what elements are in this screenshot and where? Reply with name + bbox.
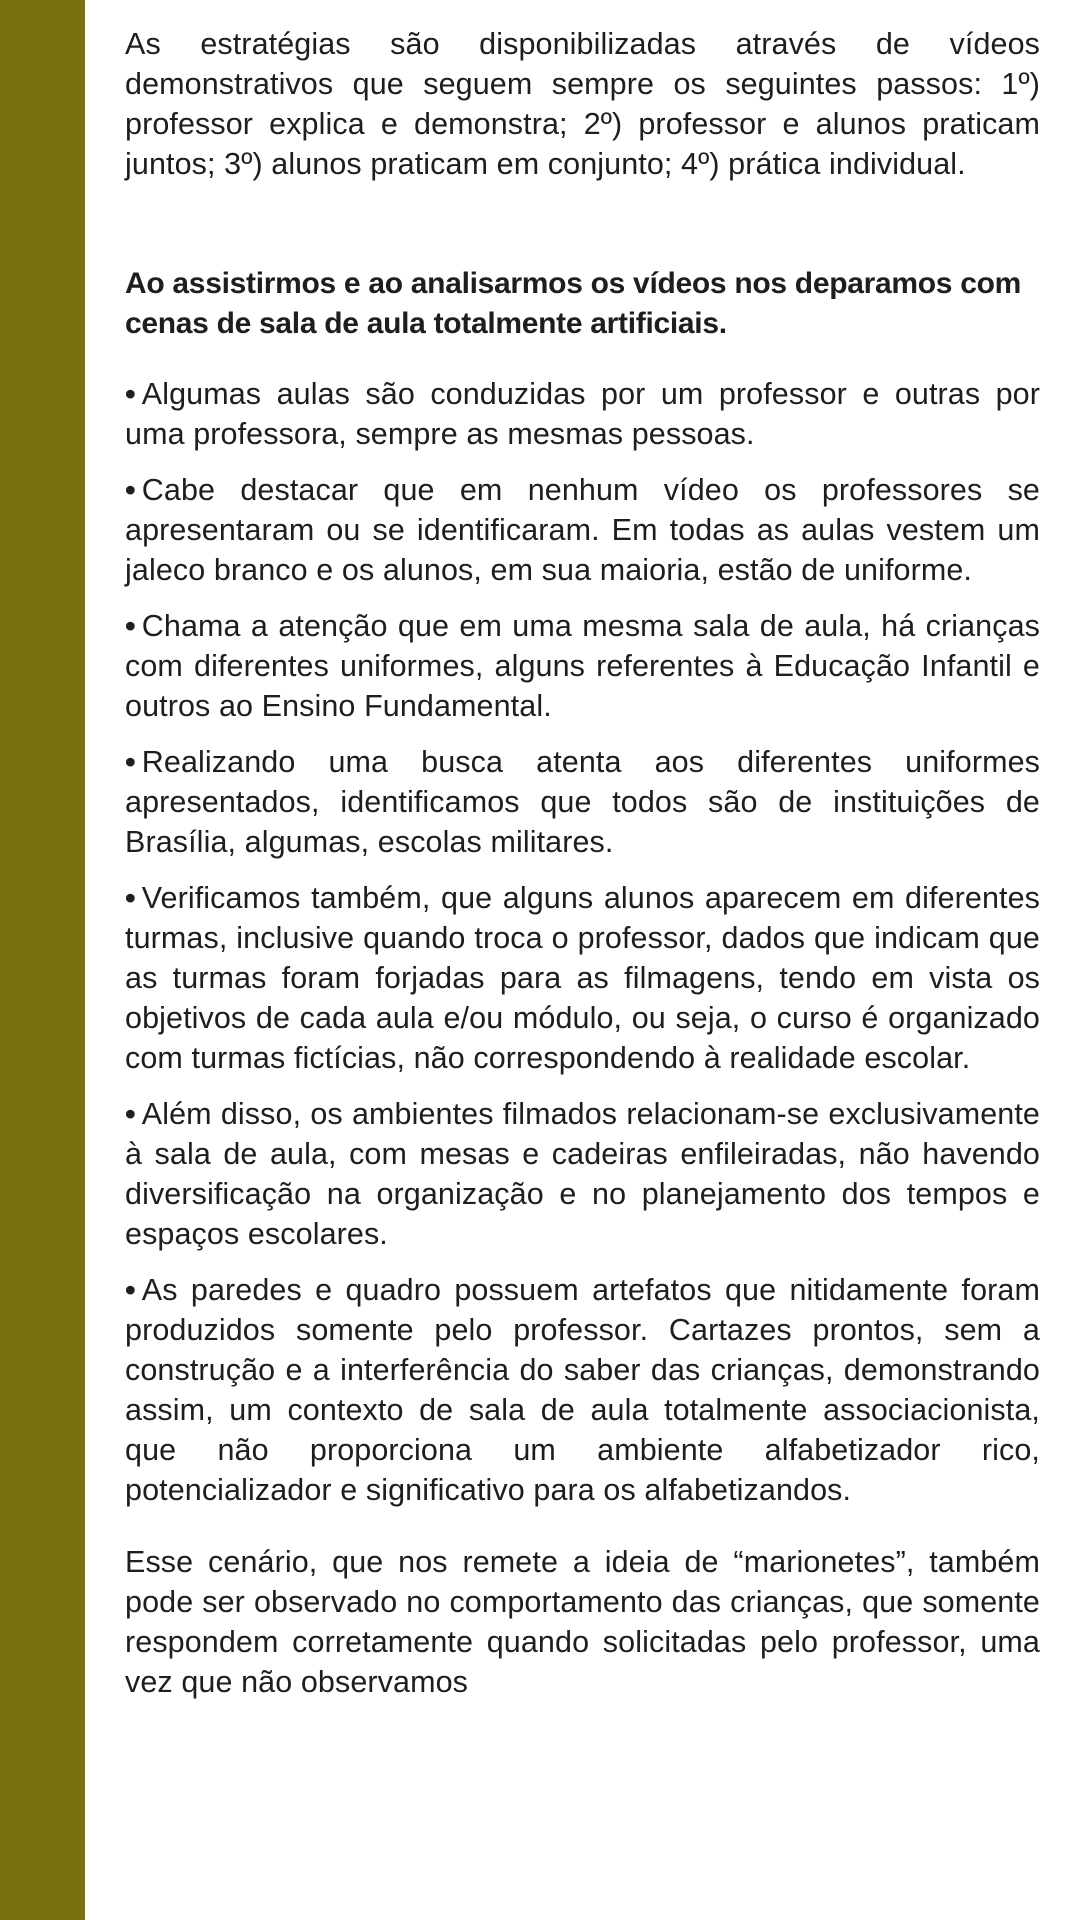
bullet-text: Além disso, os ambientes filmados relacionam-se exclusivamente à sala de aula, com mesas e cadeiras enfileiradas, não havendo diversificação na organização e no planejamento dos tempos e espaços escolares. — [125, 1097, 1040, 1251]
bullet-symbol: • — [125, 881, 136, 915]
document-body — [125, 24, 1040, 1702]
bullet-symbol: • — [125, 609, 136, 643]
section-heading: Ao assistirmos e ao analisarmos os vídeos nos deparamos com cenas de sala de aula totalmente artificiais. — [125, 267, 1021, 340]
bullet-text: Verificamos também, que alguns alunos aparecem em diferentes turmas, inclusive quando troca o professor, dados que indicam que as turmas foram forjadas para as filmagens, tendo em vista os objetivos de cada aula e/ou módulo, ou seja, o curso é organizado com turmas fictícias, não correspondendo à realidade escolar. — [125, 881, 1040, 1075]
bullet-item — [125, 606, 1040, 726]
bullet-text: Realizando uma busca atenta aos diferentes uniformes apresentados, identificamos que todos são de instituições de Brasília, algumas, escolas militares. — [125, 745, 1040, 859]
bullet-symbol: • — [125, 1273, 136, 1307]
bullet-text: Cabe destacar que em nenhum vídeo os professores se apresentaram ou se identificaram. Em todas as aulas vestem um jaleco branco e os alunos, em sua maioria, estão de uniforme. — [125, 473, 1040, 587]
bullet-item — [125, 1270, 1040, 1510]
bullet-item — [125, 1094, 1040, 1254]
bullet-item — [125, 878, 1040, 1078]
bullet-text: As paredes e quadro possuem artefatos que nitidamente foram produzidos somente pelo professor. Cartazes prontos, sem a construção e a interferência do saber das crianças, demonstrando assim, um contexto de sala de aula totalmente associacionista, que não proporciona um ambiente alfabetizador rico, potencializador e significativo para os alfabetizandos. — [125, 1273, 1040, 1507]
side-color-band — [0, 0, 85, 1920]
bullet-item — [125, 374, 1040, 454]
bullet-symbol: • — [125, 745, 136, 779]
bullet-text: Algumas aulas são conduzidas por um professor e outras por uma professora, sempre as mesmas pessoas. — [125, 377, 1040, 451]
bullet-symbol: • — [125, 1097, 136, 1131]
bullet-text: Chama a atenção que em uma mesma sala de aula, há crianças com diferentes uniformes, alguns referentes à Educação Infantil e outros ao Ensino Fundamental. — [125, 609, 1040, 723]
intro-paragraph: As estratégias são disponibilizadas através de vídeos demonstrativos que seguem sempre os seguintes passos: 1º) professor explica e demonstra; 2º) professor e alunos praticam juntos; 3º) alunos praticam em conjunto; 4º) prática individual. — [125, 27, 1040, 181]
closing-paragraph: Esse cenário, que nos remete a ideia de “marionetes”, também pode ser observado no comportamento das crianças, que somente respondem corretamente quando solicitadas pelo professor, uma vez que não observamos — [125, 1545, 1040, 1699]
bullet-item — [125, 742, 1040, 862]
bullet-item — [125, 470, 1040, 590]
bullet-symbol: • — [125, 377, 136, 411]
bullet-symbol: • — [125, 473, 136, 507]
